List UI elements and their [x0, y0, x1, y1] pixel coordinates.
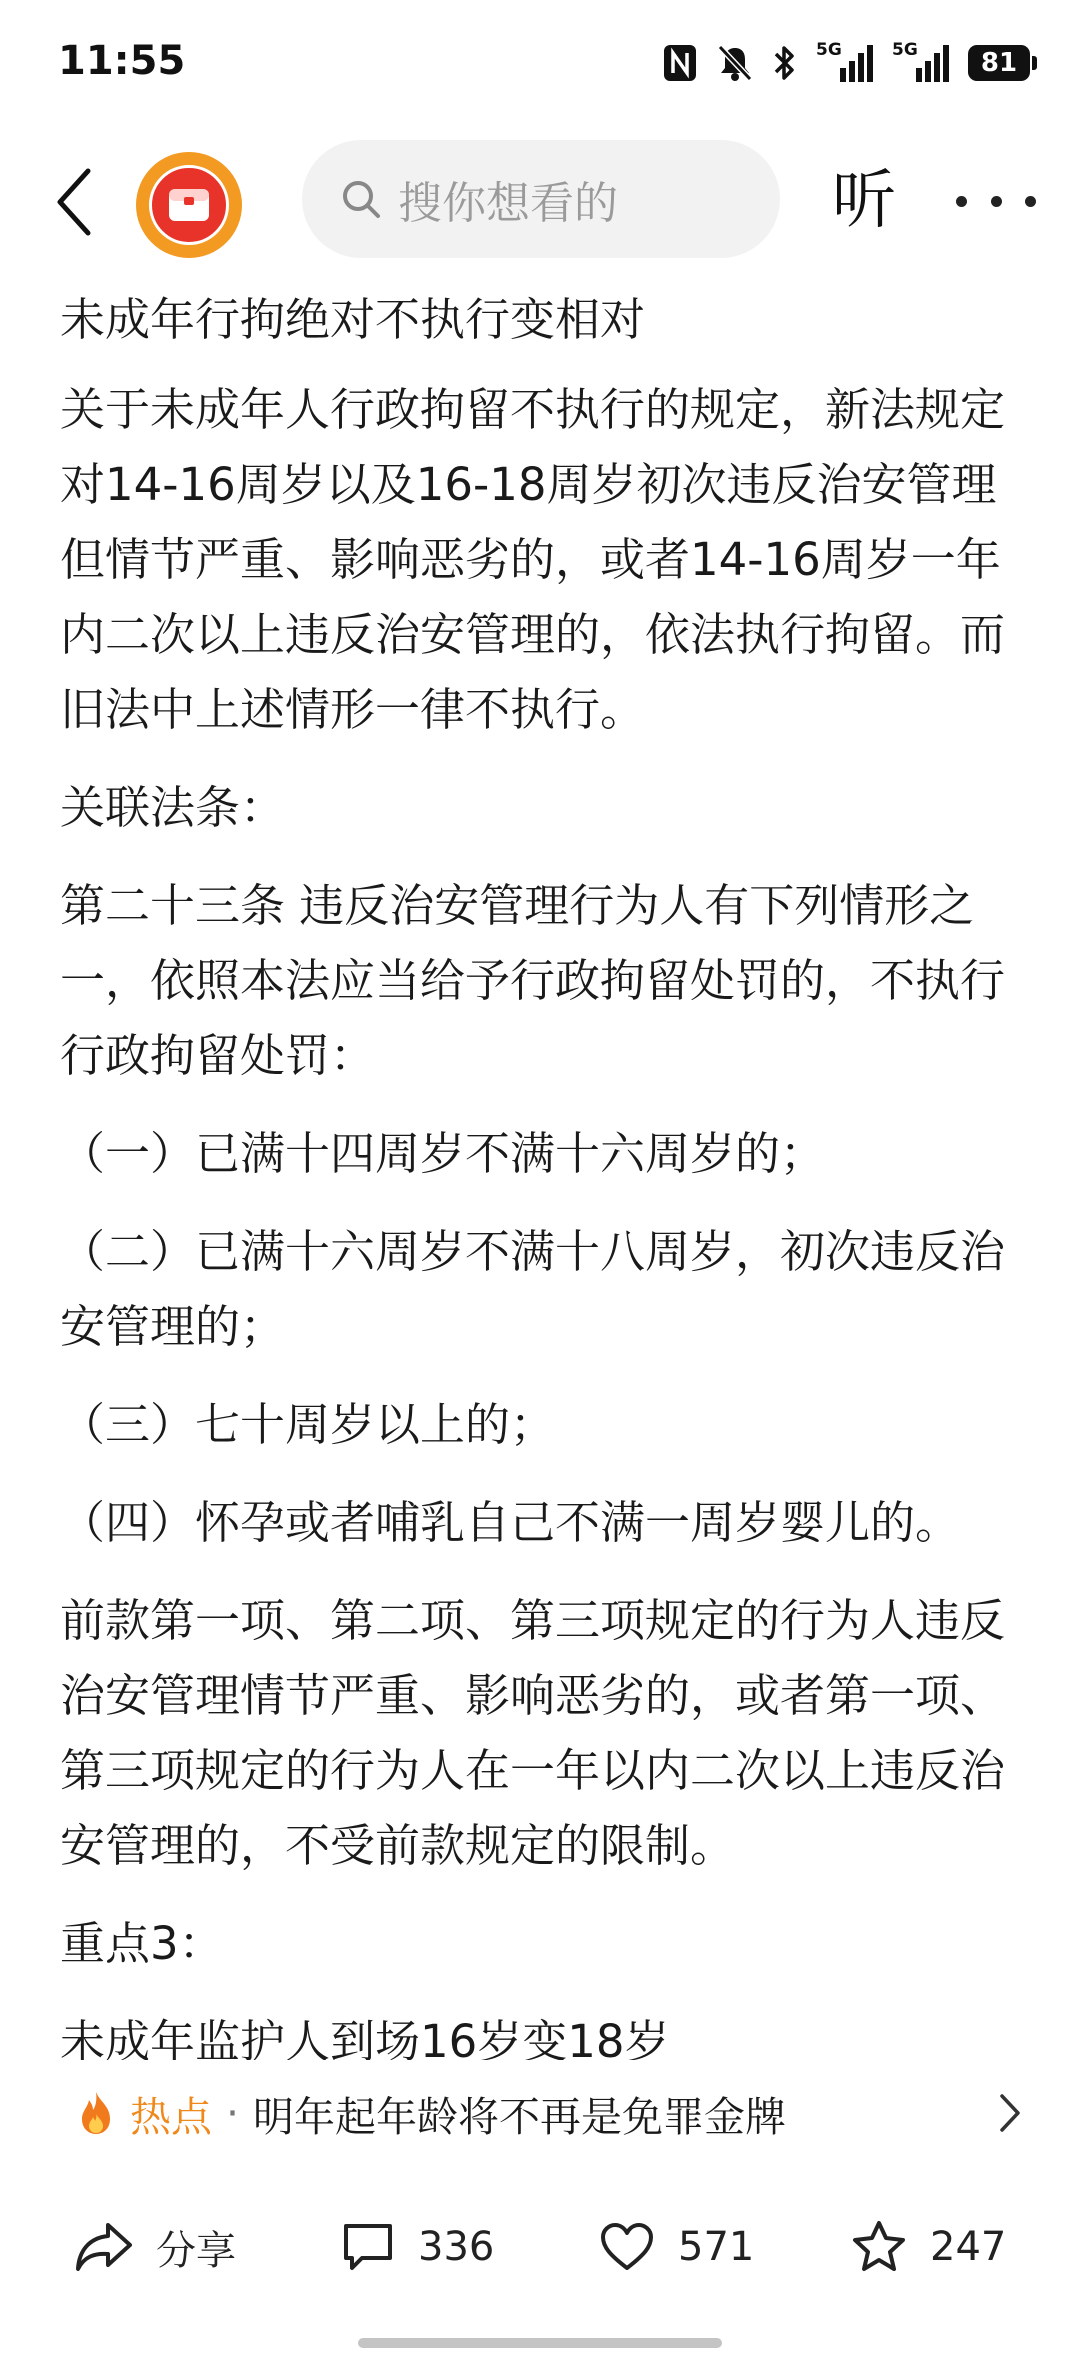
avatar[interactable]	[136, 152, 242, 258]
red-packet-icon	[167, 185, 211, 225]
search-placeholder: 搜你想看的	[398, 178, 618, 229]
article-paragraph: 未成年监护人到场16岁变18岁	[60, 2015, 670, 2060]
listen-button[interactable]: 听	[832, 164, 896, 238]
like-count: 571	[678, 2224, 755, 2270]
comment-icon	[340, 2220, 396, 2274]
share-icon	[74, 2219, 134, 2275]
status-icons	[662, 40, 1030, 86]
action-bar	[0, 2190, 1080, 2310]
article-paragraph: 第二十三条 违反治安管理行为人有下列情形之一，依照本法应当给予行政拘留处罚的，不执行行政拘留处罚：	[60, 879, 1006, 1082]
home-indicator[interactable]	[358, 2338, 722, 2348]
article-paragraph: 关于未成年人行政拘留不执行的规定，新法规定对14-16周岁以及16-18周岁初次违反治安管理但情节严重、影响恶劣的，或者14-16周岁一年内二次以上违反治安管理的，依法执行拘留。而旧法中上述情形一律不执行。	[60, 383, 1006, 736]
article-heading: 未成年行拘绝对不执行变相对	[60, 293, 646, 346]
nfc-icon	[662, 43, 698, 83]
bluetooth-icon	[772, 43, 798, 83]
hot-topic-label: 热点	[130, 2092, 212, 2141]
mute-icon	[716, 43, 754, 83]
comment-count: 336	[418, 2224, 495, 2270]
search-input[interactable]	[302, 140, 780, 258]
favorite-button[interactable]	[850, 2212, 1006, 2282]
article-body	[60, 282, 1020, 2060]
top-nav	[0, 136, 1080, 266]
more-dot	[1025, 196, 1036, 207]
back-icon	[54, 167, 94, 237]
more-dot	[991, 196, 1002, 207]
article-paragraph: （四）怀孕或者哺乳自己不满一周岁婴儿的。	[60, 1496, 961, 1549]
share-label: 分享	[156, 2227, 236, 2274]
fire-icon	[76, 2090, 116, 2136]
hot-topic-separator: ·	[226, 2089, 240, 2137]
hot-topic-bar[interactable]	[0, 2068, 1080, 2158]
chevron-right-icon	[994, 2090, 1024, 2136]
heart-icon	[598, 2220, 656, 2274]
like-button[interactable]	[598, 2212, 754, 2282]
network-label: 5G	[892, 40, 918, 60]
share-button[interactable]	[74, 2212, 236, 2282]
more-dot	[956, 196, 967, 207]
article-paragraph: 关联法条：	[60, 781, 286, 834]
article-paragraph: （三）七十周岁以上的；	[60, 1398, 556, 1451]
favorite-count: 247	[930, 2224, 1007, 2270]
signal-5g-icon	[816, 42, 874, 84]
avatar-image	[149, 165, 229, 245]
battery-level: 81	[980, 48, 1018, 78]
status-time: 11:55	[58, 38, 186, 84]
more-button[interactable]	[956, 168, 1036, 234]
back-button[interactable]	[44, 164, 104, 240]
article-paragraph: （二）已满十六周岁不满十八周岁，初次违反治安管理的；	[60, 1225, 1006, 1353]
hot-topic-title: 明年起年龄将不再是免罪金牌	[253, 2092, 787, 2141]
star-icon	[850, 2219, 908, 2275]
article-paragraph: 前款第一项、第二项、第三项规定的行为人违反治安管理情节严重、影响恶劣的，或者第一项、第三项规定的行为人在一年以内二次以上违反治安管理的，不受前款规定的限制。	[60, 1594, 1006, 1872]
search-icon	[338, 176, 384, 222]
article-paragraph: （一）已满十四周岁不满十六周岁的；	[60, 1127, 826, 1180]
article-paragraph: 重点3：	[60, 1917, 224, 1970]
battery-icon	[968, 45, 1030, 81]
signal-5g-icon	[892, 42, 950, 84]
comment-button[interactable]	[340, 2212, 494, 2282]
status-bar	[0, 0, 1080, 130]
network-label: 5G	[816, 40, 842, 60]
